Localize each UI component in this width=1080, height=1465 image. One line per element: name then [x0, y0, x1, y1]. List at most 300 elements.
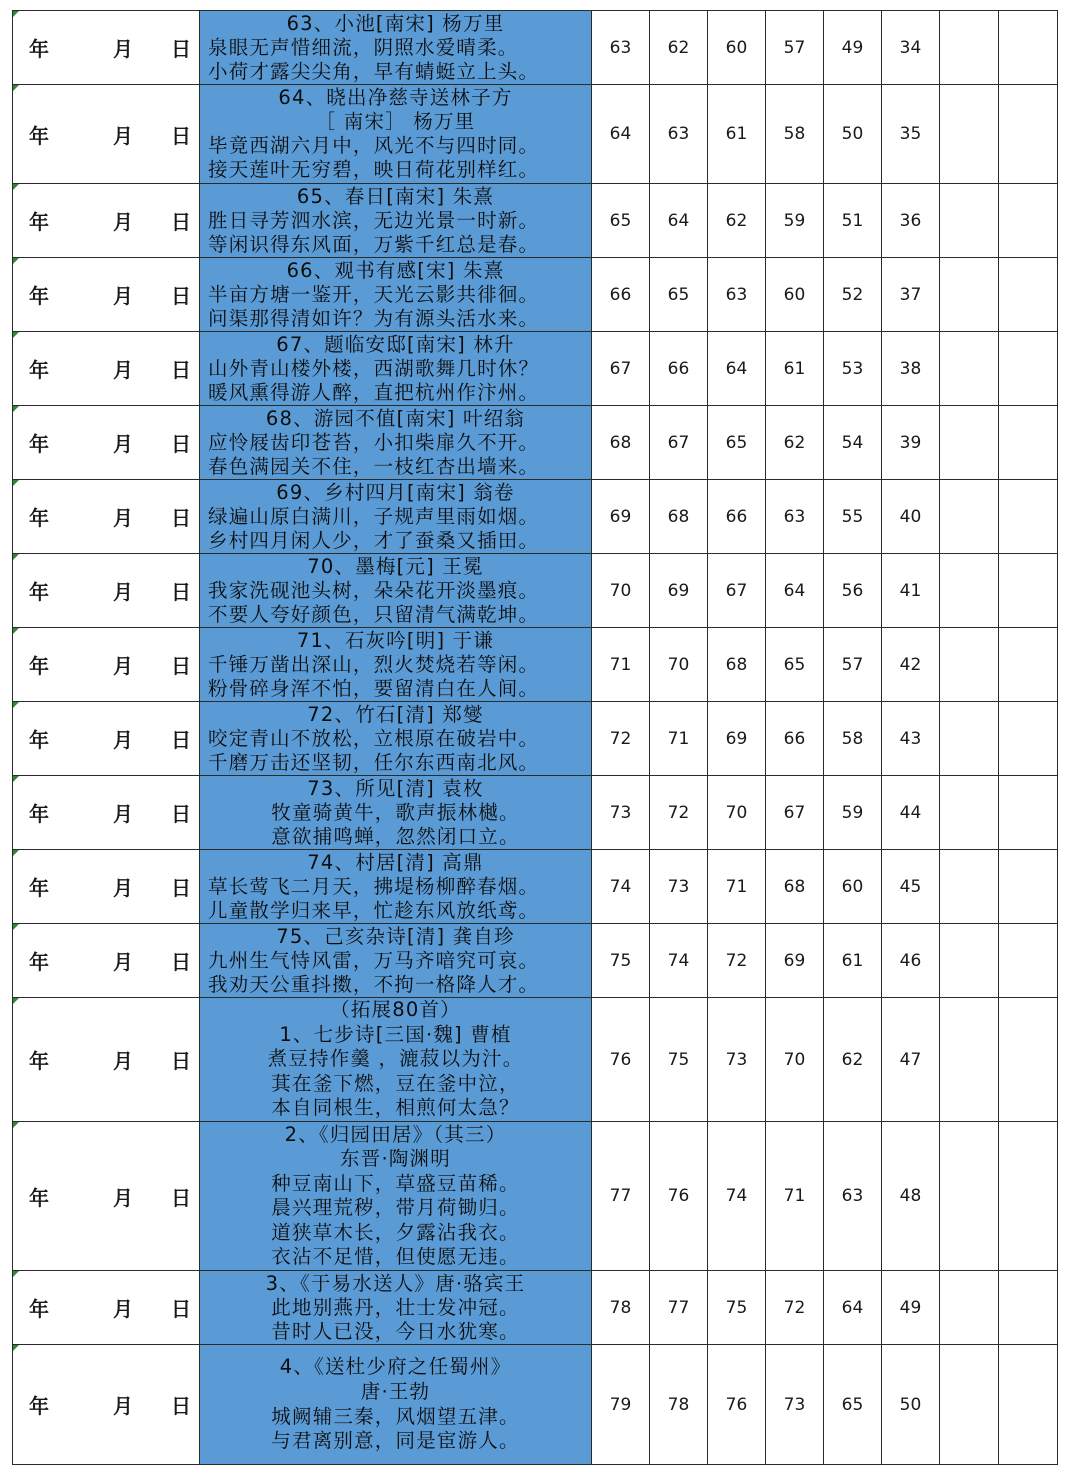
check-cell[interactable] — [940, 1345, 999, 1465]
check-cell[interactable] — [940, 924, 999, 998]
poem-text — [200, 86, 591, 183]
poem-line: 泉眼无声惜细流，阴照水爱晴柔。 — [208, 35, 519, 59]
table-row — [13, 924, 1058, 998]
check-cell[interactable] — [999, 628, 1058, 702]
review-number-cell: 72 — [650, 776, 708, 850]
poem-line: 咬定青山不放松，立根原在破岩中。 — [208, 726, 540, 750]
date-day-label: 日 — [171, 37, 191, 61]
poem-cell — [200, 850, 592, 924]
review-number-cell: 65 — [824, 1345, 882, 1465]
poem-line: 衣沾不足惜，但使愿无违。 — [271, 1245, 520, 1268]
review-number-cell: 75 — [708, 1271, 766, 1345]
date-labels — [13, 33, 199, 62]
date-year-label: 年 — [29, 210, 49, 234]
review-number-cell: 79 — [592, 1345, 650, 1465]
date-cell[interactable] — [13, 628, 200, 702]
check-cell[interactable] — [940, 1271, 999, 1345]
review-number-cell: 76 — [650, 1122, 708, 1271]
poem-line: 我家洗砚池头树，朵朵花开淡墨痕。 — [208, 578, 540, 602]
date-labels — [13, 206, 199, 235]
table-row — [13, 184, 1058, 258]
date-labels — [13, 120, 199, 149]
poem-cell — [200, 702, 592, 776]
review-number-cell: 75 — [592, 924, 650, 998]
table-row — [13, 776, 1058, 850]
poem-cell — [200, 628, 592, 702]
poem-line: 本自同根生，相煎何太急？ — [271, 1096, 520, 1120]
date-cell[interactable] — [13, 1122, 200, 1271]
review-number-cell: 50 — [882, 1345, 940, 1465]
date-cell[interactable] — [13, 11, 200, 85]
review-number-cell: 43 — [882, 702, 940, 776]
review-number-cell: 63 — [592, 11, 650, 85]
table-row — [13, 702, 1058, 776]
review-number-cell: 68 — [650, 480, 708, 554]
review-number-cell: 61 — [766, 332, 824, 406]
poem-line: 胜日寻芳泗水滨，无边光景一时新。 — [208, 208, 540, 232]
poem-text — [200, 1123, 591, 1270]
poem-cell — [200, 1345, 592, 1465]
date-labels — [13, 1293, 199, 1322]
date-month-label: 月 — [113, 37, 133, 61]
review-number-cell: 53 — [824, 332, 882, 406]
review-number-cell: 63 — [708, 258, 766, 332]
review-number-cell: 66 — [708, 480, 766, 554]
check-cell[interactable] — [940, 1122, 999, 1271]
review-number-cell: 76 — [592, 998, 650, 1122]
cell-note-marker — [13, 85, 19, 91]
cell-note-marker — [13, 1271, 19, 1277]
poem-line: 与君离别意，同是宦游人。 — [271, 1429, 520, 1453]
poem-line: 道狭草木长，夕露沾我衣。 — [271, 1220, 520, 1244]
review-number-cell: 65 — [708, 406, 766, 480]
check-cell[interactable] — [999, 998, 1058, 1122]
poem-line: 接天莲叶无穷碧，映日荷花别样红。 — [208, 158, 540, 182]
review-number-cell: 46 — [882, 924, 940, 998]
date-labels — [13, 872, 199, 901]
date-day-label: 日 — [171, 728, 191, 752]
date-year-label: 年 — [29, 950, 49, 974]
poem-cell — [200, 11, 592, 85]
check-cell[interactable] — [940, 258, 999, 332]
poem-line: 千磨万击还坚韧，任尔东西南北风。 — [208, 750, 540, 774]
poem-line: 暖风熏得游人醉，直把杭州作汴州。 — [208, 380, 540, 404]
date-day-label: 日 — [171, 950, 191, 974]
review-number-cell: 64 — [708, 332, 766, 406]
review-number-cell: 41 — [882, 554, 940, 628]
date-day-label: 日 — [171, 506, 191, 530]
review-number-cell: 72 — [592, 702, 650, 776]
poem-line: ［ 南宋］ 杨万里 — [315, 109, 476, 133]
review-number-cell: 57 — [766, 11, 824, 85]
date-labels — [13, 428, 199, 457]
check-cell[interactable] — [999, 1271, 1058, 1345]
review-number-cell: 34 — [882, 11, 940, 85]
date-year-label: 年 — [29, 802, 49, 826]
date-cell[interactable] — [13, 776, 200, 850]
poem-cell — [200, 258, 592, 332]
review-number-cell: 73 — [592, 776, 650, 850]
date-day-label: 日 — [171, 358, 191, 382]
review-number-cell: 58 — [766, 85, 824, 184]
poem-title-line: 75、己亥杂诗[清] 龚自珍 — [276, 924, 515, 948]
poem-title-line: 65、春日[南宋] 朱熹 — [296, 184, 495, 208]
review-number-cell: 71 — [766, 1122, 824, 1271]
table-row — [13, 554, 1058, 628]
date-cell[interactable] — [13, 480, 200, 554]
check-cell[interactable] — [999, 184, 1058, 258]
date-day-label: 日 — [171, 580, 191, 604]
date-year-label: 年 — [29, 358, 49, 382]
poem-line: 春色满园关不住，一枝红杏出墙来。 — [208, 454, 540, 478]
cell-note-marker — [13, 480, 19, 486]
date-year-label: 年 — [29, 284, 49, 308]
date-day-label: 日 — [171, 876, 191, 900]
date-year-label: 年 — [29, 728, 49, 752]
poem-title-line: 74、村居[清] 高鼎 — [307, 850, 484, 874]
date-year-label: 年 — [29, 123, 49, 148]
date-year-label: 年 — [29, 1394, 49, 1418]
poem-title-line: 64、晓出净慈寺送林子方 — [278, 85, 513, 109]
poem-line: 小荷才露尖尖角，早有蜻蜓立上头。 — [208, 59, 540, 83]
poem-title-line: 69、乡村四月[南宋] 翁卷 — [276, 480, 515, 504]
poem-title-line: 4、《送杜少府之任蜀州》 — [279, 1354, 512, 1378]
date-cell[interactable] — [13, 850, 200, 924]
date-month-label: 月 — [113, 728, 133, 752]
date-cell[interactable] — [13, 332, 200, 406]
poem-line: 1、七步诗[三国·魏] 曹植 — [279, 1022, 512, 1046]
review-number-cell: 61 — [708, 85, 766, 184]
review-number-cell: 62 — [650, 11, 708, 85]
review-number-cell: 76 — [708, 1345, 766, 1465]
poem-line: 山外青山楼外楼，西湖歌舞几时休？ — [208, 356, 540, 380]
poem-text — [200, 12, 591, 84]
table-row — [13, 406, 1058, 480]
review-number-cell: 68 — [766, 850, 824, 924]
review-number-cell: 68 — [592, 406, 650, 480]
cell-note-marker — [13, 776, 19, 782]
cell-note-marker — [13, 1122, 19, 1128]
poem-text — [200, 851, 591, 923]
review-number-cell: 77 — [592, 1122, 650, 1271]
date-month-label: 月 — [113, 1049, 133, 1073]
review-number-cell: 63 — [824, 1122, 882, 1271]
date-month-label: 月 — [113, 950, 133, 974]
check-cell[interactable] — [999, 1122, 1058, 1271]
poem-title-line: 71、石灰吟[明] 于谦 — [296, 628, 495, 652]
review-number-cell: 60 — [824, 850, 882, 924]
cell-note-marker — [13, 924, 19, 930]
poem-line: 煮豆持作羹 ，漉菽以为汁。 — [267, 1047, 524, 1071]
table-row — [13, 85, 1058, 184]
poem-title-line: 3、《于易水送人》唐·骆宾王 — [265, 1271, 526, 1295]
review-number-cell: 74 — [650, 924, 708, 998]
poem-line: 半亩方塘一鉴开，天光云影共徘徊。 — [208, 282, 540, 306]
cell-note-marker — [13, 850, 19, 856]
poem-cell — [200, 998, 592, 1122]
date-cell[interactable] — [13, 406, 200, 480]
review-number-cell: 62 — [824, 998, 882, 1122]
date-month-label: 月 — [113, 1394, 133, 1418]
check-cell[interactable] — [940, 184, 999, 258]
check-cell[interactable] — [999, 776, 1058, 850]
review-number-cell: 72 — [708, 924, 766, 998]
check-cell[interactable] — [940, 554, 999, 628]
date-labels — [13, 1390, 199, 1419]
check-cell[interactable] — [999, 332, 1058, 406]
check-cell[interactable] — [999, 850, 1058, 924]
review-number-cell: 47 — [882, 998, 940, 1122]
review-number-cell: 74 — [592, 850, 650, 924]
review-number-cell: 69 — [592, 480, 650, 554]
review-number-cell: 69 — [650, 554, 708, 628]
poem-line: 不要人夸好颜色，只留清气满乾坤。 — [208, 602, 540, 626]
poem-text — [200, 629, 591, 701]
check-cell[interactable] — [940, 850, 999, 924]
review-number-cell: 63 — [766, 480, 824, 554]
poem-line: 此地别燕丹，壮士发冲冠。 — [271, 1295, 520, 1319]
poem-title-line: 72、竹石[清] 郑燮 — [307, 702, 484, 726]
review-number-cell: 70 — [592, 554, 650, 628]
date-labels — [13, 1182, 199, 1211]
check-cell[interactable] — [940, 998, 999, 1122]
review-number-cell: 68 — [708, 628, 766, 702]
poem-text — [200, 333, 591, 405]
check-cell[interactable] — [940, 85, 999, 184]
poem-title-line: 68、游园不值[南宋] 叶绍翁 — [265, 406, 526, 430]
review-number-cell: 65 — [592, 184, 650, 258]
review-number-cell: 52 — [824, 258, 882, 332]
review-number-cell: 66 — [650, 332, 708, 406]
review-number-cell: 40 — [882, 480, 940, 554]
date-year-label: 年 — [29, 654, 49, 678]
poem-cell — [200, 1122, 592, 1271]
review-number-cell: 64 — [766, 554, 824, 628]
table-row — [13, 332, 1058, 406]
poem-title-line: 63、小池[南宋] 杨万里 — [286, 11, 505, 35]
date-month-label: 月 — [113, 1297, 133, 1321]
poem-line: 千锤万凿出深山，烈火焚烧若等闲。 — [208, 652, 540, 676]
review-number-cell: 65 — [650, 258, 708, 332]
poem-text — [200, 259, 591, 331]
date-year-label: 年 — [29, 1185, 49, 1210]
date-month-label: 月 — [113, 210, 133, 234]
check-cell[interactable] — [999, 924, 1058, 998]
review-number-cell: 49 — [824, 11, 882, 85]
cell-note-marker — [13, 554, 19, 560]
review-number-cell: 56 — [824, 554, 882, 628]
review-number-cell: 61 — [824, 924, 882, 998]
review-number-cell: 49 — [882, 1271, 940, 1345]
review-number-cell: 66 — [766, 702, 824, 776]
poem-cell — [200, 85, 592, 184]
review-number-cell: 60 — [708, 11, 766, 85]
poem-text — [200, 1346, 591, 1464]
poem-cell — [200, 554, 592, 628]
poem-text — [200, 481, 591, 553]
poem-line: 问渠那得清如许？为有源头活水来。 — [208, 306, 540, 330]
cell-note-marker — [13, 184, 19, 190]
poem-cell — [200, 776, 592, 850]
check-cell[interactable] — [999, 702, 1058, 776]
check-cell[interactable] — [940, 702, 999, 776]
check-cell[interactable] — [999, 85, 1058, 184]
review-number-cell: 69 — [708, 702, 766, 776]
date-labels — [13, 502, 199, 531]
poem-line: 九州生气恃风雷，万马齐喑究可哀。 — [208, 948, 540, 972]
check-cell[interactable] — [999, 406, 1058, 480]
date-year-label: 年 — [29, 1297, 49, 1321]
poem-line: 草长莺飞二月天，拂堤杨柳醉春烟。 — [208, 874, 540, 898]
check-cell[interactable] — [999, 11, 1058, 85]
review-number-cell: 69 — [766, 924, 824, 998]
review-number-cell: 36 — [882, 184, 940, 258]
poem-line: 儿童散学归来早，忙趁东风放纸鸢。 — [208, 898, 540, 922]
review-number-cell: 67 — [592, 332, 650, 406]
review-number-cell: 63 — [650, 85, 708, 184]
review-number-cell: 67 — [708, 554, 766, 628]
review-number-cell: 67 — [650, 406, 708, 480]
check-cell[interactable] — [999, 554, 1058, 628]
date-labels — [13, 650, 199, 679]
review-number-cell: 78 — [650, 1345, 708, 1465]
poem-line: 晨兴理荒秽，带月荷锄归。 — [271, 1196, 520, 1219]
date-labels — [13, 354, 199, 383]
review-number-cell: 59 — [824, 776, 882, 850]
check-cell[interactable] — [940, 332, 999, 406]
date-day-label: 日 — [171, 802, 191, 826]
poem-line: 粉骨碎身浑不怕，要留清白在人间。 — [208, 676, 540, 700]
date-month-label: 月 — [113, 123, 133, 148]
review-number-cell: 66 — [592, 258, 650, 332]
review-number-cell: 70 — [708, 776, 766, 850]
review-number-cell: 70 — [766, 998, 824, 1122]
poem-text — [200, 777, 591, 849]
poem-text — [200, 925, 591, 997]
check-cell[interactable] — [940, 628, 999, 702]
date-day-label: 日 — [171, 1297, 191, 1321]
table-row — [13, 480, 1058, 554]
review-number-cell: 37 — [882, 258, 940, 332]
date-year-label: 年 — [29, 1049, 49, 1073]
date-cell[interactable] — [13, 184, 200, 258]
poem-text — [200, 185, 591, 257]
check-cell[interactable] — [940, 480, 999, 554]
poem-cell — [200, 332, 592, 406]
poem-line: 萁在釜下燃，豆在釜中泣， — [271, 1071, 520, 1095]
review-number-cell: 55 — [824, 480, 882, 554]
review-number-cell: 54 — [824, 406, 882, 480]
poem-schedule-table — [12, 10, 1058, 1465]
date-cell[interactable] — [13, 1271, 200, 1345]
poem-line: 我劝天公重抖擞，不拘一格降人才。 — [208, 972, 540, 996]
check-cell[interactable] — [999, 480, 1058, 554]
cell-note-marker — [13, 406, 19, 412]
poem-cell — [200, 480, 592, 554]
date-month-label: 月 — [113, 506, 133, 530]
date-labels — [13, 280, 199, 309]
date-day-label: 日 — [171, 123, 191, 148]
date-day-label: 日 — [171, 284, 191, 308]
review-number-cell: 48 — [882, 1122, 940, 1271]
poem-cell — [200, 406, 592, 480]
review-number-cell: 73 — [650, 850, 708, 924]
cell-note-marker — [13, 628, 19, 634]
cell-note-marker — [13, 11, 19, 17]
date-labels — [13, 946, 199, 975]
cell-note-marker — [13, 998, 19, 1004]
date-cell[interactable] — [13, 702, 200, 776]
table-row — [13, 628, 1058, 702]
poem-title-line: 70、墨梅[元] 王冕 — [307, 554, 484, 578]
review-number-cell: 70 — [650, 628, 708, 702]
poem-line: 城阙辅三秦，风烟望五津。 — [271, 1404, 520, 1428]
review-number-cell: 60 — [766, 258, 824, 332]
date-cell[interactable] — [13, 998, 200, 1122]
check-cell[interactable] — [940, 776, 999, 850]
date-month-label: 月 — [113, 802, 133, 826]
date-day-label: 日 — [171, 654, 191, 678]
date-labels — [13, 724, 199, 753]
cell-note-marker — [13, 332, 19, 338]
check-cell[interactable] — [940, 406, 999, 480]
poem-text — [200, 407, 591, 479]
poem-cell — [200, 1271, 592, 1345]
check-cell[interactable] — [999, 1345, 1058, 1465]
review-number-cell: 58 — [824, 702, 882, 776]
date-labels — [13, 1045, 199, 1074]
review-number-cell: 45 — [882, 850, 940, 924]
table-body — [13, 11, 1058, 1465]
review-number-cell: 78 — [592, 1271, 650, 1345]
date-month-label: 月 — [113, 358, 133, 382]
date-cell[interactable] — [13, 85, 200, 184]
review-number-cell: 73 — [766, 1345, 824, 1465]
date-cell[interactable] — [13, 924, 200, 998]
poem-line: 绿遍山原白满川，子规声里雨如烟。 — [208, 504, 540, 528]
review-number-cell: 39 — [882, 406, 940, 480]
date-year-label: 年 — [29, 37, 49, 61]
date-day-label: 日 — [171, 1185, 191, 1210]
review-number-cell: 42 — [882, 628, 940, 702]
poem-title-line: 2、《归园田居》（其三） — [284, 1122, 507, 1146]
date-year-label: 年 — [29, 432, 49, 456]
date-day-label: 日 — [171, 1394, 191, 1418]
table-row — [13, 11, 1058, 85]
date-cell[interactable] — [13, 1345, 200, 1465]
table-row — [13, 1271, 1058, 1345]
poem-text — [200, 555, 591, 627]
table-row — [13, 850, 1058, 924]
poem-cell — [200, 924, 592, 998]
poem-line: 等闲识得东风面，万紫千红总是春。 — [208, 232, 540, 256]
poem-line: 乡村四月闲人少，才了蚕桑又插田。 — [208, 528, 540, 552]
poem-title-line: （拓展80首） — [330, 998, 461, 1022]
table-row — [13, 1122, 1058, 1271]
poem-line: 应怜屐齿印苍苔，小扣柴扉久不开。 — [208, 430, 540, 454]
date-month-label: 月 — [113, 876, 133, 900]
review-number-cell: 71 — [650, 702, 708, 776]
review-number-cell: 64 — [824, 1271, 882, 1345]
table-row — [13, 258, 1058, 332]
date-month-label: 月 — [113, 580, 133, 604]
check-cell[interactable] — [999, 258, 1058, 332]
date-cell[interactable] — [13, 554, 200, 628]
check-cell[interactable] — [940, 11, 999, 85]
poem-line: 毕竟西湖六月中，风光不与四时同。 — [208, 134, 540, 157]
date-cell[interactable] — [13, 258, 200, 332]
review-number-cell: 57 — [824, 628, 882, 702]
